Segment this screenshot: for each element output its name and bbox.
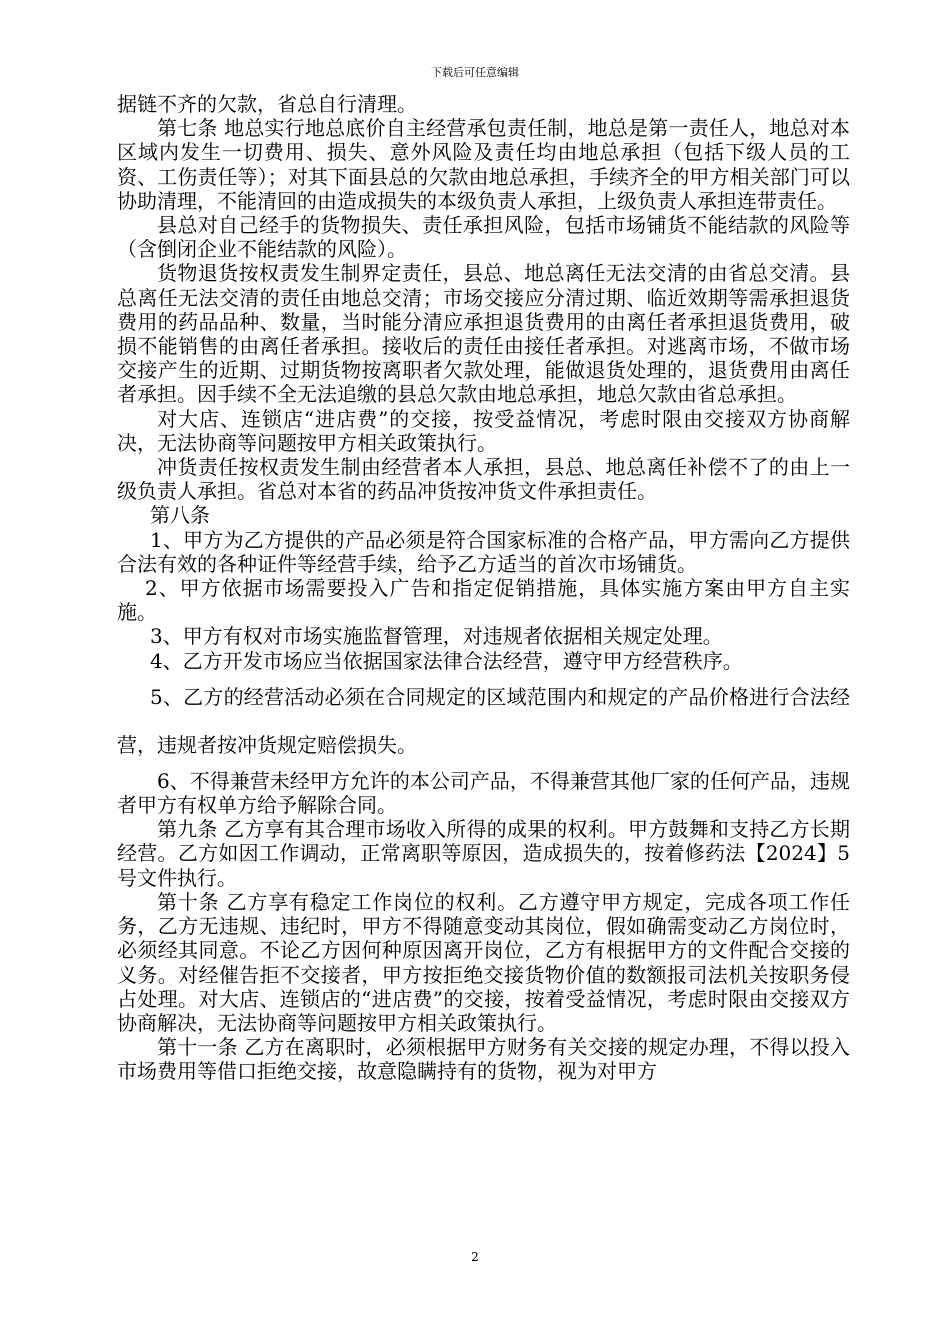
paragraph-cross-selling: 冲货责任按权责发生制由经营者本人承担，县总、地总离任补偿不了的由上一级负责人承担。省总对本省的药品冲货按冲货文件承担责任。 (117, 455, 850, 504)
paragraph-article-11: 第十一条 乙方在离职时，必须根据甲方财务有关交接的规定办理，不得以投入市场费用等借口拒绝交接，故意隐瞒持有的货物，视为对甲方 (117, 1035, 850, 1084)
paragraph-article-8-item-5: 5、乙方的经营活动必须在合同规定的区域范围内和规定的产品价格进行合法经营，违规者按冲货规定赔偿损失。 (117, 684, 850, 757)
paragraph-article-10: 第十条 乙方享有稳定工作岗位的权利。乙方遵守甲方规定，完成各项工作任务，乙方无违规、违纪时，甲方不得随意变动其岗位，假如确需变动乙方岗位时，必须经其同意。不论乙方因何种原因离开岗位，乙方有根据甲方的文件配合交接的义务。对经催告拒不交接者，甲方按拒绝交接货物价值的数额报司法机关按职务侵占处理。对大店、连锁店的“进店费”的交接，按着受益情况，考虑时限由交接双方协商解决，无法协商等问题按甲方相关政策执行。 (117, 889, 850, 1035)
paragraph-article-8-heading: 第八条 (150, 503, 210, 528)
paragraph-returns: 货物退货按权责发生制界定责任，县总、地总离任无法交清的由省总交清。县总离任无法交清的责任由地总交清；市场交接应分清过期、临近效期等需承担退货费用的药品品种、数量，当时能分清应承担退货费用的由离任者承担退货费用，破损不能销售的由离任者承担。接收后的责任由接任者承担。对逃离市场，不做市场交接产生的近期、过期货物按离职者欠款处理，能做退货处理的，退货费用由离任者承担。因手续不全无法追缴的县总欠款由地总承担，地总欠款由省总承担。 (117, 261, 850, 407)
paragraph-debt-clearing: 据链不齐的欠款，省总自行清理。 (117, 92, 417, 116)
page-number: 2 (471, 1250, 479, 1264)
paragraph-county-risk: 县总对自己经手的货物损失、责任承担风险，包括市场铺货不能结款的风险等（含倒闭企业不能结款的风险）。 (117, 213, 850, 262)
paragraph-article-9: 第九条 乙方享有其合理市场收入所得的成果的权利。甲方鼓舞和支持乙方长期经营。乙方如因工作调动，正常离职等原因，造成损失的，按着修药法【2024】5号文件执行。 (117, 817, 850, 890)
paragraph-article-8-item-6: 6、不得兼营未经甲方允许的本公司产品，不得兼营其他厂家的任何产品，违规者甲方有权单方给予解除合同。 (117, 768, 850, 818)
paragraph-article-8-item-4: 4、乙方开发市场应当依据国家法律合法经营，遵守甲方经营秩序。 (150, 648, 743, 673)
paragraph-article-7: 第七条 地总实行地总底价自主经营承包责任制，地总是第一责任人，地总对本区域内发生一切费用、损失、意外风险及责任均由地总承担（包括下级人员的工资、工伤责任等）；对其下面县总的欠款由地总承担，手续齐全的甲方相关部门可以协助清理，不能清回的由造成损失的本级负责人承担，上级负责人承担连带责任。 (117, 116, 850, 213)
paragraph-article-8-item-3: 3、甲方有权对市场实施监督管理，对违规者依据相关规定处理。 (150, 624, 723, 649)
paragraph-article-8-item-2: 2、甲方依据市场需要投入广告和指定促销措施，具体实施方案由甲方自主实施。 (117, 576, 850, 625)
document-body (117, 92, 850, 1084)
paragraph-store-fee: 对大店、连锁店“进店费”的交接，按受益情况，考虑时限由交接双方协商解决，无法协商等问题按甲方相关政策执行。 (117, 406, 850, 455)
paragraph-article-8-item-1: 1、甲方为乙方提供的产品必须是符合国家标准的合格产品，甲方需向乙方提供合法有效的各种证件等经营手续，给予乙方适当的首次市场铺货。 (117, 527, 850, 576)
page-header-note: 下载后可任意编辑 (431, 66, 519, 79)
